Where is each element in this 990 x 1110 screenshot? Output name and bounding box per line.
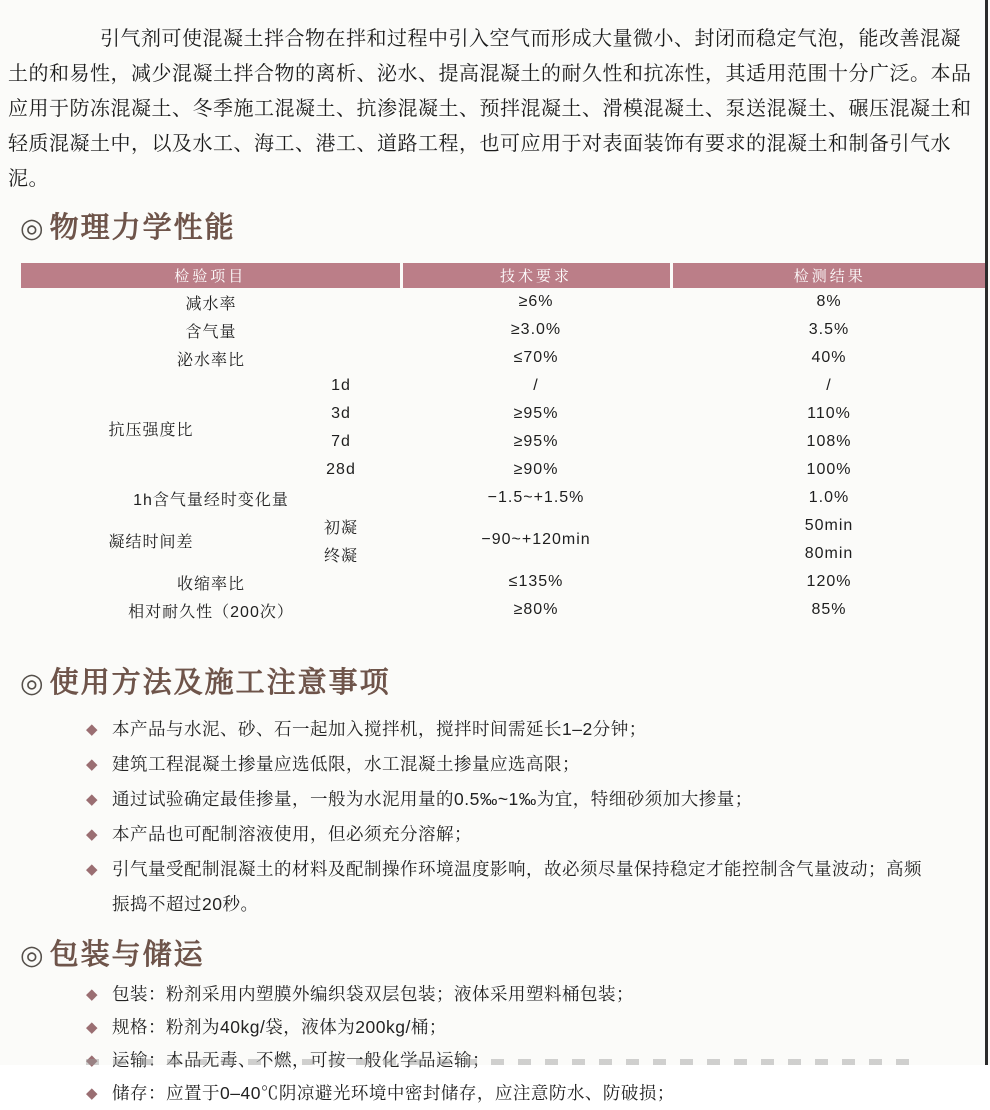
table-row (21, 288, 987, 316)
bullet-item (0, 1011, 990, 1044)
section-marker-icon: ◎ (20, 668, 44, 698)
packaging-bullet-list (0, 978, 990, 1110)
result-cell: 8% (816, 293, 842, 310)
bullet-text: 运输：本品无毒、不燃，可按一般化学品运输； (112, 1050, 490, 1070)
column-header-requirement: 技术要求 (401, 263, 671, 288)
requirement-cell: ≤135% (508, 573, 564, 590)
result-cell: / (826, 377, 832, 394)
column-header-item: 检验项目 (21, 263, 401, 288)
bullet-item (0, 1077, 990, 1110)
diamond-bullet-icon: ◆ (86, 1019, 99, 1036)
bullet-text: 储存：应置于0–40℃阴凉避光环境中密封储存，应注意防水、防破损； (112, 1083, 675, 1103)
sub-label: 3d (331, 405, 351, 422)
result-cell: 85% (811, 601, 847, 618)
section-heading-packaging (20, 938, 990, 972)
requirement-cell: −90~+120min (481, 531, 591, 548)
bullet-item (0, 978, 990, 1011)
sub-label: 28d (326, 461, 356, 478)
table-header-row (21, 263, 987, 288)
requirement-cell: −1.5~+1.5% (487, 489, 585, 506)
sub-label: 终凝 (324, 547, 359, 565)
section-title: 使用方法及施工注意事项 (49, 667, 391, 699)
requirement-cell: ≤70% (513, 349, 559, 366)
intro-paragraph: 引气剂可使混凝土拌合物在拌和过程中引入空气而形成大量微小、封闭而稳定气泡，能改善混凝土的和易性，减少混凝土拌合物的离析、泌水、提高混凝土的耐久性和抗冻性，其适用范围十分广泛。本品应用于防冻混凝土、冬季施工混凝土、抗渗混凝土、预拌混凝土、滑模混凝土、泵送混凝土、碾压混凝土和轻质混凝土中，以及水工、海工、港工、道路工程，也可应用于对表面装饰有要求的混凝土和制备引气水泥。 (8, 28, 972, 190)
bullet-item (0, 817, 990, 852)
requirement-cell: ≥95% (513, 405, 559, 422)
table-row (21, 484, 987, 512)
requirement-cell: ≥3.0% (510, 321, 562, 338)
table-row (21, 568, 987, 596)
row-label: 收缩率比 (177, 575, 246, 593)
result-cell: 120% (806, 573, 852, 590)
row-label: 相对耐久性（200次） (128, 603, 294, 621)
scan-edge-line (985, 0, 988, 1065)
bullet-text: 规格：粉剂为40kg/袋，液体为200kg/桶； (112, 1017, 447, 1037)
group-label: 凝结时间差 (108, 533, 194, 551)
requirement-cell: / (533, 377, 539, 394)
diamond-bullet-icon: ◆ (86, 1085, 99, 1102)
bullet-item (0, 747, 990, 782)
result-cell: 1.0% (808, 489, 850, 506)
row-label: 含气量 (185, 323, 237, 341)
row-label: 泌水率比 (177, 351, 246, 369)
table-row (21, 316, 987, 344)
result-cell: 110% (807, 405, 851, 422)
result-cell: 50min (804, 517, 854, 534)
diamond-bullet-icon: ◆ (86, 756, 99, 773)
result-cell: 100% (806, 461, 852, 478)
requirement-cell: ≥90% (513, 461, 559, 478)
column-header-result: 检测结果 (671, 263, 987, 288)
section-heading-usage (20, 666, 990, 700)
cut-off-text-line (86, 1059, 920, 1065)
table-row (21, 512, 987, 540)
bullet-text: 本产品也可配制溶液使用，但必须充分溶解； (112, 824, 472, 844)
diamond-bullet-icon: ◆ (86, 791, 99, 808)
bullet-text: 建筑工程混凝土掺量应选低限，水工混凝土掺量应选高限； (112, 754, 580, 774)
row-label: 减水率 (185, 295, 237, 313)
requirement-cell: ≥80% (513, 601, 559, 618)
diamond-bullet-icon: ◆ (86, 826, 99, 843)
diamond-bullet-icon: ◆ (86, 861, 99, 878)
result-cell: 3.5% (808, 321, 850, 338)
requirement-cell: ≥6% (518, 293, 554, 310)
table-row (21, 372, 987, 400)
bullet-text: 包装：粉剂采用内塑膜外编织袋双层包装；液体采用塑料桶包装； (112, 984, 634, 1004)
bullet-text: 本产品与水泥、砂、石一起加入搅拌机，搅拌时间需延长1–2分钟； (112, 719, 647, 739)
sub-label: 初凝 (324, 519, 359, 537)
result-cell: 108% (806, 433, 852, 450)
section-marker-icon: ◎ (20, 213, 44, 243)
section-title: 物理力学性能 (49, 212, 236, 244)
requirement-cell: ≥95% (513, 433, 559, 450)
diamond-bullet-icon: ◆ (86, 986, 99, 1003)
bullet-item (0, 712, 990, 747)
bullet-text: 通过试验确定最佳掺量，一般为水泥用量的0.5‰~1‰为宜，特细砂须加大掺量； (112, 789, 753, 809)
diamond-bullet-icon: ◆ (86, 1052, 99, 1069)
group-label: 抗压强度比 (108, 421, 194, 439)
section-title: 包装与储运 (49, 939, 205, 971)
sub-label: 7d (331, 433, 351, 450)
bullet-item (0, 852, 990, 922)
section-marker-icon: ◎ (20, 940, 44, 970)
result-cell: 80min (804, 545, 854, 562)
bullet-text: 引气量受配制混凝土的材料及配制操作环境温度影响，故必须尽量保持稳定才能控制含气量波动；高频振捣不超过20秒。 (112, 859, 922, 914)
bullet-item (0, 782, 990, 817)
table-row (21, 596, 987, 624)
properties-table (21, 263, 987, 624)
sub-label: 1d (331, 377, 351, 394)
diamond-bullet-icon: ◆ (86, 721, 99, 738)
section-heading-physical (20, 211, 990, 245)
row-label: 1h含气量经时变化量 (133, 491, 289, 509)
table-row (21, 344, 987, 372)
usage-bullet-list (0, 712, 990, 922)
result-cell: 40% (811, 349, 847, 366)
